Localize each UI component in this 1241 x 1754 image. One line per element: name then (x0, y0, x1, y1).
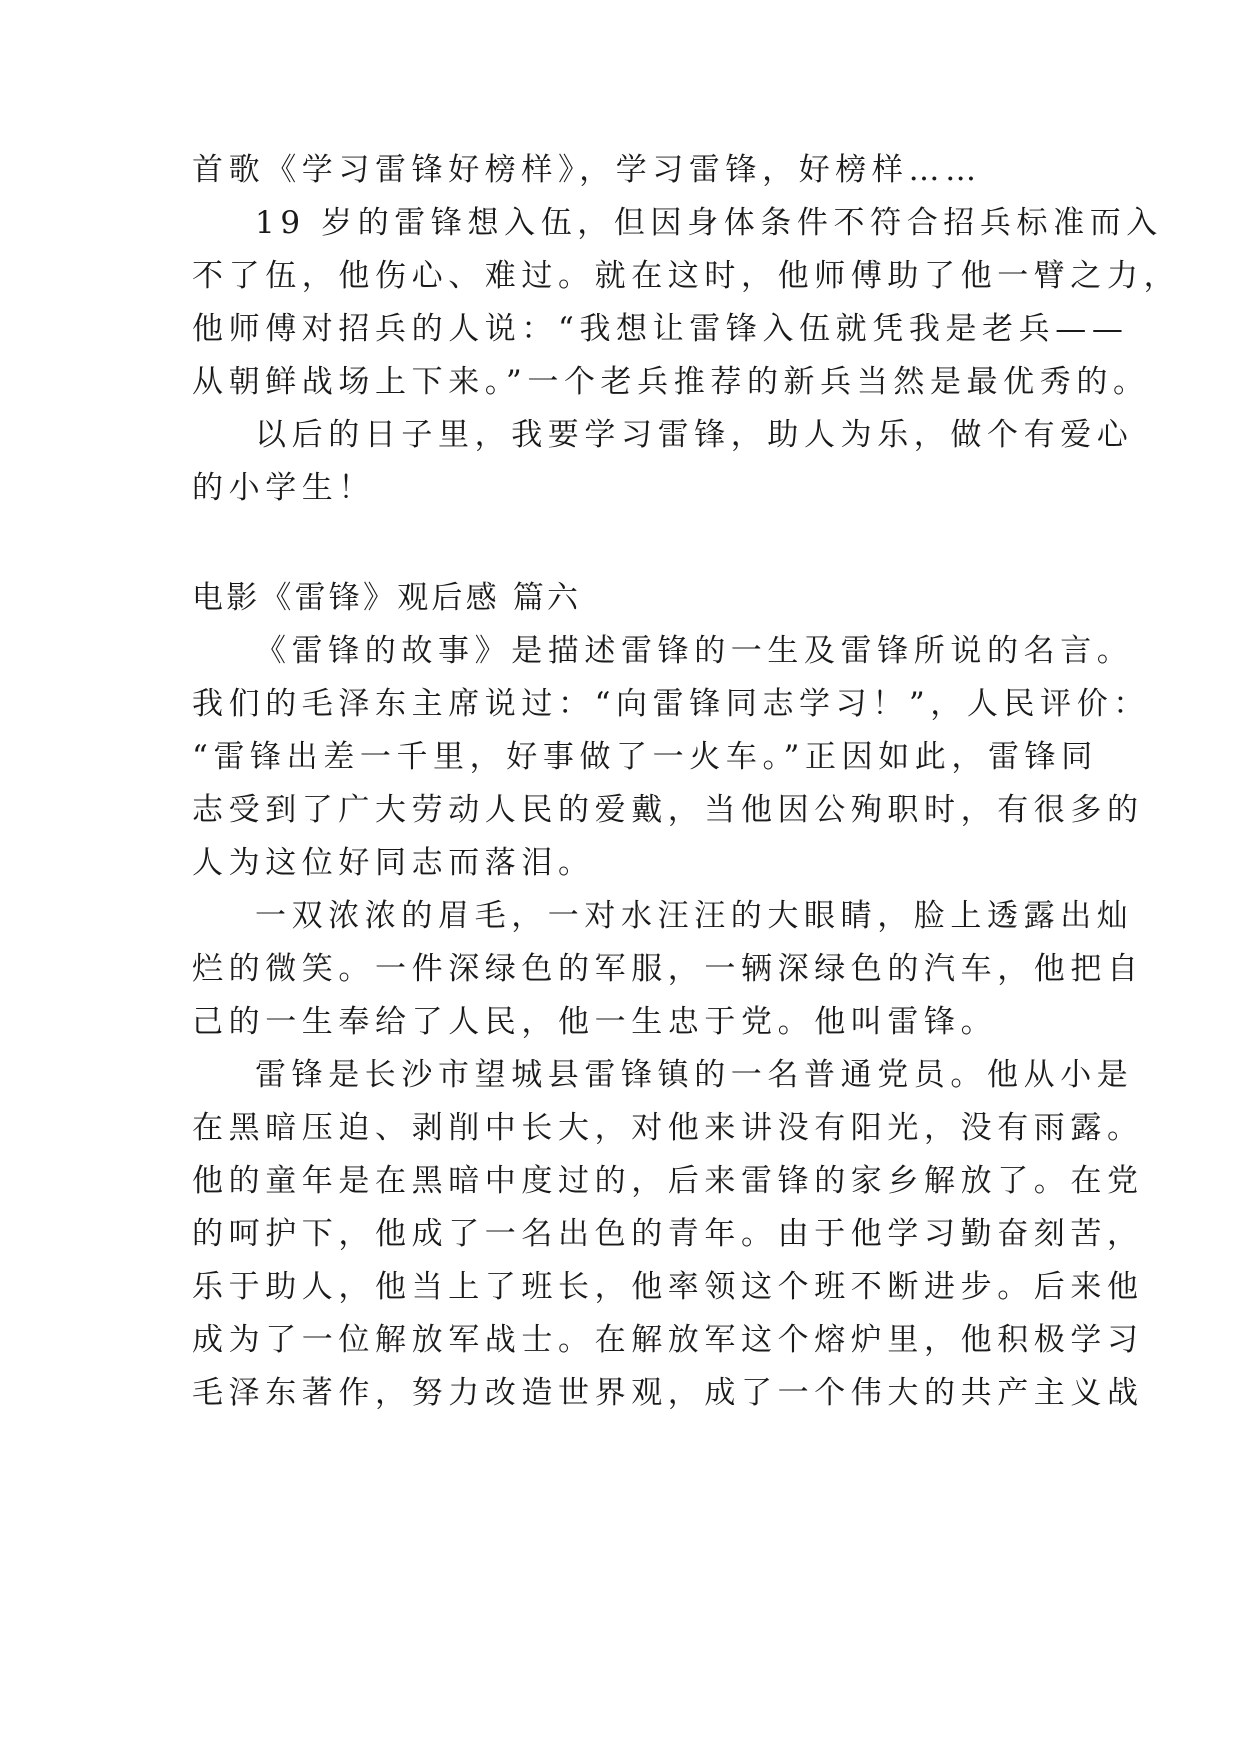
text-line: 我们的毛泽东主席说过：“向雷锋同志学习！”，人民评价： (192, 686, 1150, 722)
text-line: 志受到了广大劳动人民的爱戴，当他因公殉职时，有很多的 (192, 792, 1144, 828)
text-line: 《雷锋的故事》是描述雷锋的一生及雷锋所说的名言。 (255, 633, 1134, 669)
text-line: 乐于助人，他当上了班长，他率领这个班不断进步。后来他 (192, 1269, 1144, 1305)
text-line: 己的一生奉给了人民，他一生忠于党。他叫雷锋。 (192, 1004, 998, 1040)
text-line: “雷锋出差一千里，好事做了一火车。”正因如此，雷锋同 (192, 739, 1098, 775)
text-line: 的呵护下，他成了一名出色的青年。由于他学习勤奋刻苦， (192, 1216, 1144, 1252)
text-line: 烂的微笑。一件深绿色的军服，一辆深绿色的汽车，他把自 (192, 951, 1144, 987)
text-line: 在黑暗压迫、剥削中长大，对他来讲没有阳光，没有雨露。 (192, 1110, 1144, 1146)
text-line: 他的童年是在黑暗中度过的，后来雷锋的家乡解放了。在党 (192, 1163, 1144, 1199)
text-line: 首歌《学习雷锋好榜样》，学习雷锋，好榜样…… (192, 152, 982, 188)
text-line: 他师傅对招兵的人说：“我想让雷锋入伍就凭我是老兵—— (192, 311, 1129, 347)
text-line: 雷锋是长沙市望城县雷锋镇的一名普通党员。他从小是 (255, 1057, 1134, 1093)
text-line: 一双浓浓的眉毛，一对水汪汪的大眼睛，脸上透露出灿 (255, 898, 1134, 934)
text-line: 的小学生！ (192, 470, 375, 506)
section-heading: 电影《雷锋》观后感 篇六 (192, 580, 582, 616)
text-line: 19 岁的雷锋想入伍，但因身体条件不符合招兵标准而入 (255, 205, 1163, 241)
text-line: 毛泽东著作，努力改造世界观，成了一个伟大的共产主义战 (192, 1375, 1144, 1411)
text-line: 以后的日子里，我要学习雷锋，助人为乐，做个有爱心 (255, 417, 1134, 453)
text-line: 从朝鲜战场上下来。”一个老兵推荐的新兵当然是最优秀的。 (192, 364, 1150, 400)
text-line: 人为这位好同志而落泪。 (192, 845, 595, 881)
text-line: 不了伍，他伤心、难过。就在这时，他师傅助了他一臂之力， (192, 258, 1181, 294)
text-line: 成为了一位解放军战士。在解放军这个熔炉里，他积极学习 (192, 1322, 1144, 1358)
